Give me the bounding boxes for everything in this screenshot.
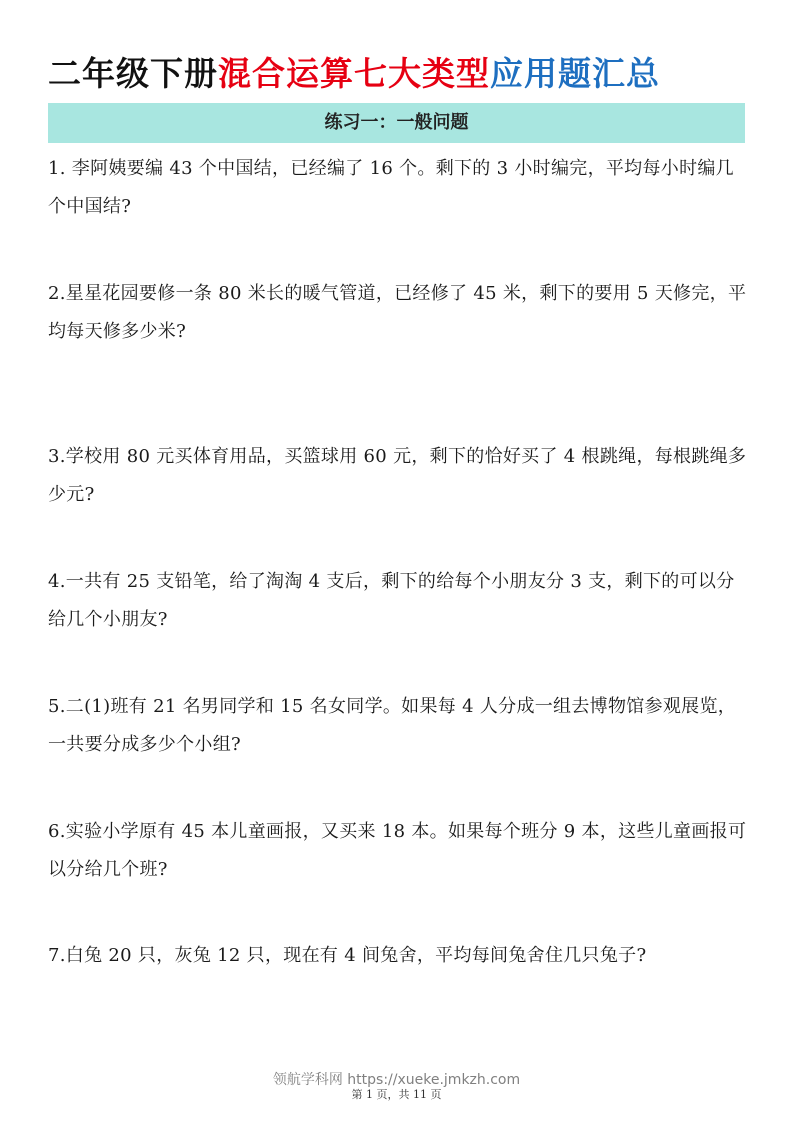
title-grade-part: 二年级下册 bbox=[48, 54, 218, 93]
section-title: 练习一：一般问题 bbox=[324, 112, 469, 133]
question-item: 4.一共有 25 支铅笔，给了淘淘 4 支后，剩下的给每个小朋友分 3 支，剩下的可以分给几个小朋友? bbox=[48, 571, 735, 630]
section-banner bbox=[48, 103, 745, 143]
page-title bbox=[48, 50, 660, 98]
title-summary-part: 应用题汇总 bbox=[490, 54, 660, 93]
title-topic-part: 混合运算七大类型 bbox=[218, 54, 490, 93]
question-item: 7.白兔 20 只，灰兔 12 只，现在有 4 间兔舍，平均每间兔舍住几只兔子? bbox=[48, 945, 647, 966]
question-item: 1. 李阿姨要编 43 个中国结，已经编了 16 个。剩下的 3 小时编完，平均每小时编几个中国结? bbox=[48, 158, 734, 217]
question-item: 2.星星花园要修一条 80 米长的暖气管道，已经修了 45 米，剩下的要用 5 天修完，平均每天修多少米? bbox=[48, 283, 747, 342]
page-number: 第 1 页，共 11 页 bbox=[351, 1088, 442, 1101]
question-item: 5.二(1)班有 21 名男同学和 15 名女同学。如果每 4 人分成一组去博物馆参观展览，一共要分成多少个小组? bbox=[48, 696, 737, 755]
question-item: 3.学校用 80 元买体育用品，买篮球用 60 元，剩下的恰好买了 4 根跳绳，每根跳绳多少元? bbox=[48, 446, 747, 505]
question-item: 6.实验小学原有 45 本儿童画报，又买来 18 本。如果每个班分 9 本，这些儿童画报可以分给几个班? bbox=[48, 821, 747, 880]
footer-site-link[interactable]: 领航学科网 https://xueke.jmkzh.com bbox=[272, 1072, 521, 1088]
